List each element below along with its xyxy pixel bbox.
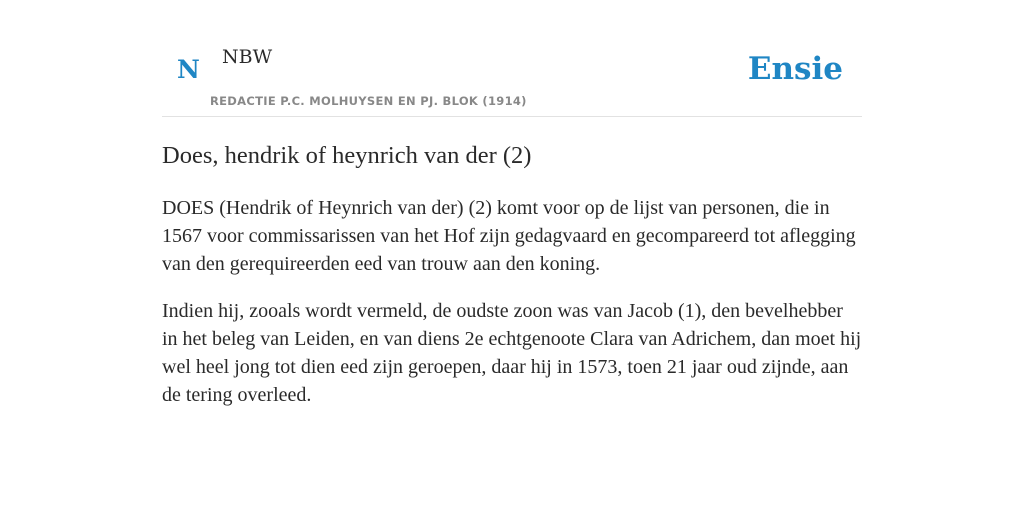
- article-title: Does, hendrik of heynrich van der (2): [162, 142, 532, 169]
- site-name-link[interactable]: NBW: [222, 46, 273, 68]
- editors-subtitle: REDACTIE P.C. MOLHUYSEN EN PJ. BLOK (1914): [210, 94, 527, 108]
- site-header: [162, 0, 862, 117]
- page: [162, 0, 862, 409]
- article-paragraph: Indien hij, zooals wordt vermeld, de oudste zoon was van Jacob (1), den bevelhebber in het beleg van Leiden, en van diens 2e echtgenoote Clara van Adrichem, dan moet hij wel heel jong tot dien eed zijn geroepen, daar hij in 1573, toen 21 jaar oud zijnde, aan de tering overleed.: [162, 300, 862, 406]
- article-paragraph: DOES (Hendrik of Heynrich van der) (2) komt voor op de lijst van personen, die in 1567 voor commissarissen van het Hof zijn gedagvaard en gecompareerd tot aflegging van den gerequireerden eed van trouw aan den koning.: [162, 197, 856, 275]
- ensie-logo-link[interactable]: Ensie: [747, 51, 843, 87]
- logo-mark[interactable]: N: [177, 55, 200, 84]
